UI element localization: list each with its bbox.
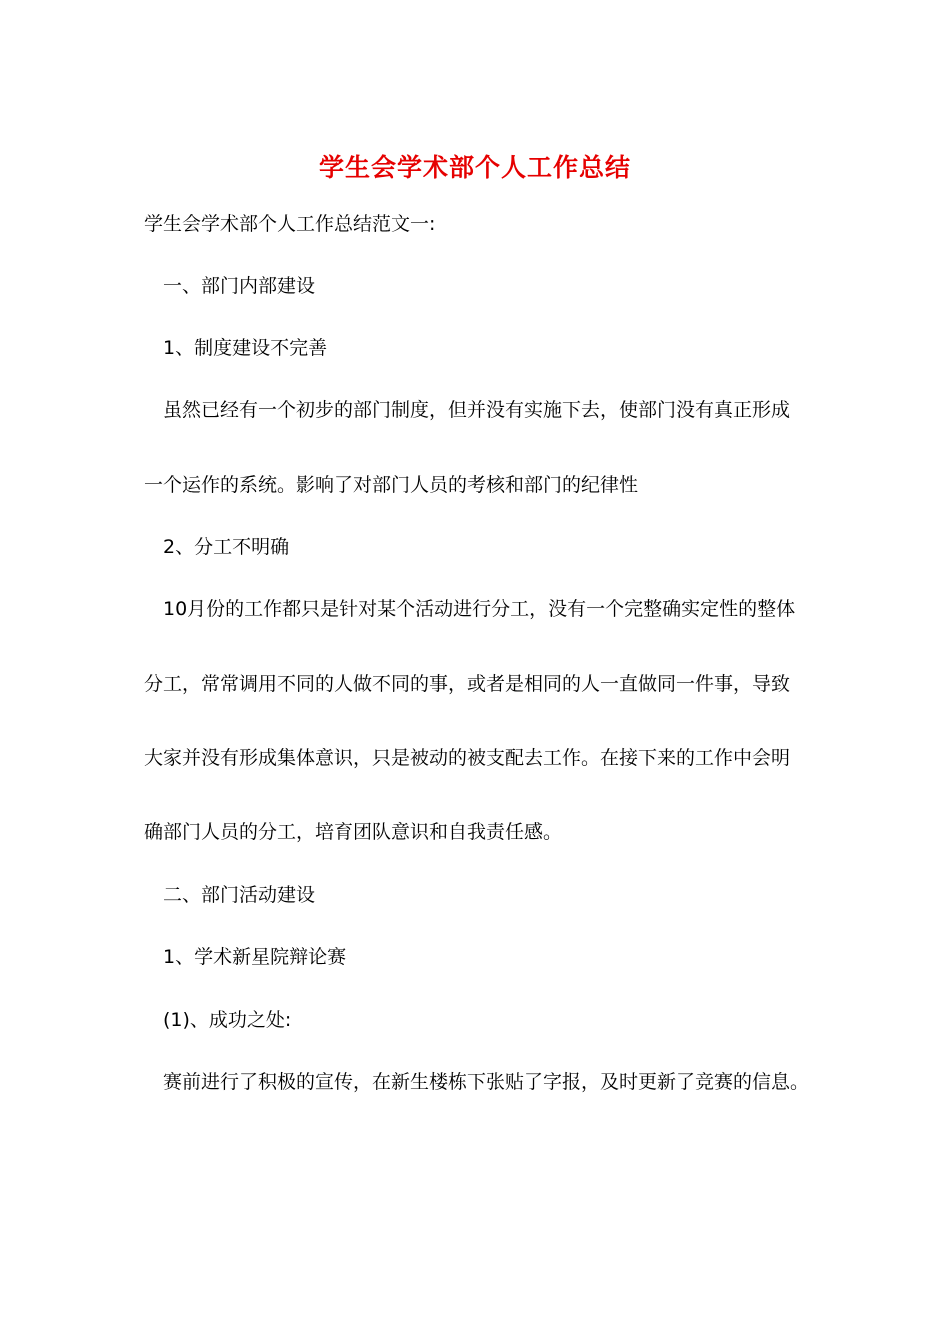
- intro-line: 学生会学术部个人工作总结范文一:: [144, 213, 436, 235]
- paragraph-line: 赛前进行了积极的宣传，在新生楼栋下张贴了字报，及时更新了竞赛的信息。: [163, 1071, 810, 1093]
- subheading-2-1-1: (1)、成功之处:: [163, 1009, 292, 1031]
- paragraph-line: 虽然已经有一个初步的部门制度，但并没有实施下去，使部门没有真正形成: [163, 399, 791, 421]
- paragraph-line: 分工，常常调用不同的人做不同的事，或者是相同的人一直做同一件事，导致: [144, 673, 791, 695]
- subheading-2-1: 1、学术新星院辩论赛: [163, 946, 347, 968]
- section-heading-1: 一、部门内部建设: [163, 275, 316, 297]
- paragraph-line: 确部门人员的分工，培育团队意识和自我责任感。: [144, 821, 563, 843]
- paragraph-line: 一个运作的系统。影响了对部门人员的考核和部门的纪律性: [144, 474, 639, 496]
- section-heading-2: 二、部门活动建设: [163, 884, 316, 906]
- subheading-1-1: 1、制度建设不完善: [163, 337, 328, 359]
- paragraph-line: 10月份的工作都只是针对某个活动进行分工，没有一个完整确实定性的整体: [163, 598, 796, 620]
- document-title: 学生会学术部个人工作总结: [318, 153, 631, 182]
- paragraph-line: 大家并没有形成集体意识，只是被动的被支配去工作。在接下来的工作中会明: [144, 747, 791, 769]
- subheading-1-2: 2、分工不明确: [163, 536, 290, 558]
